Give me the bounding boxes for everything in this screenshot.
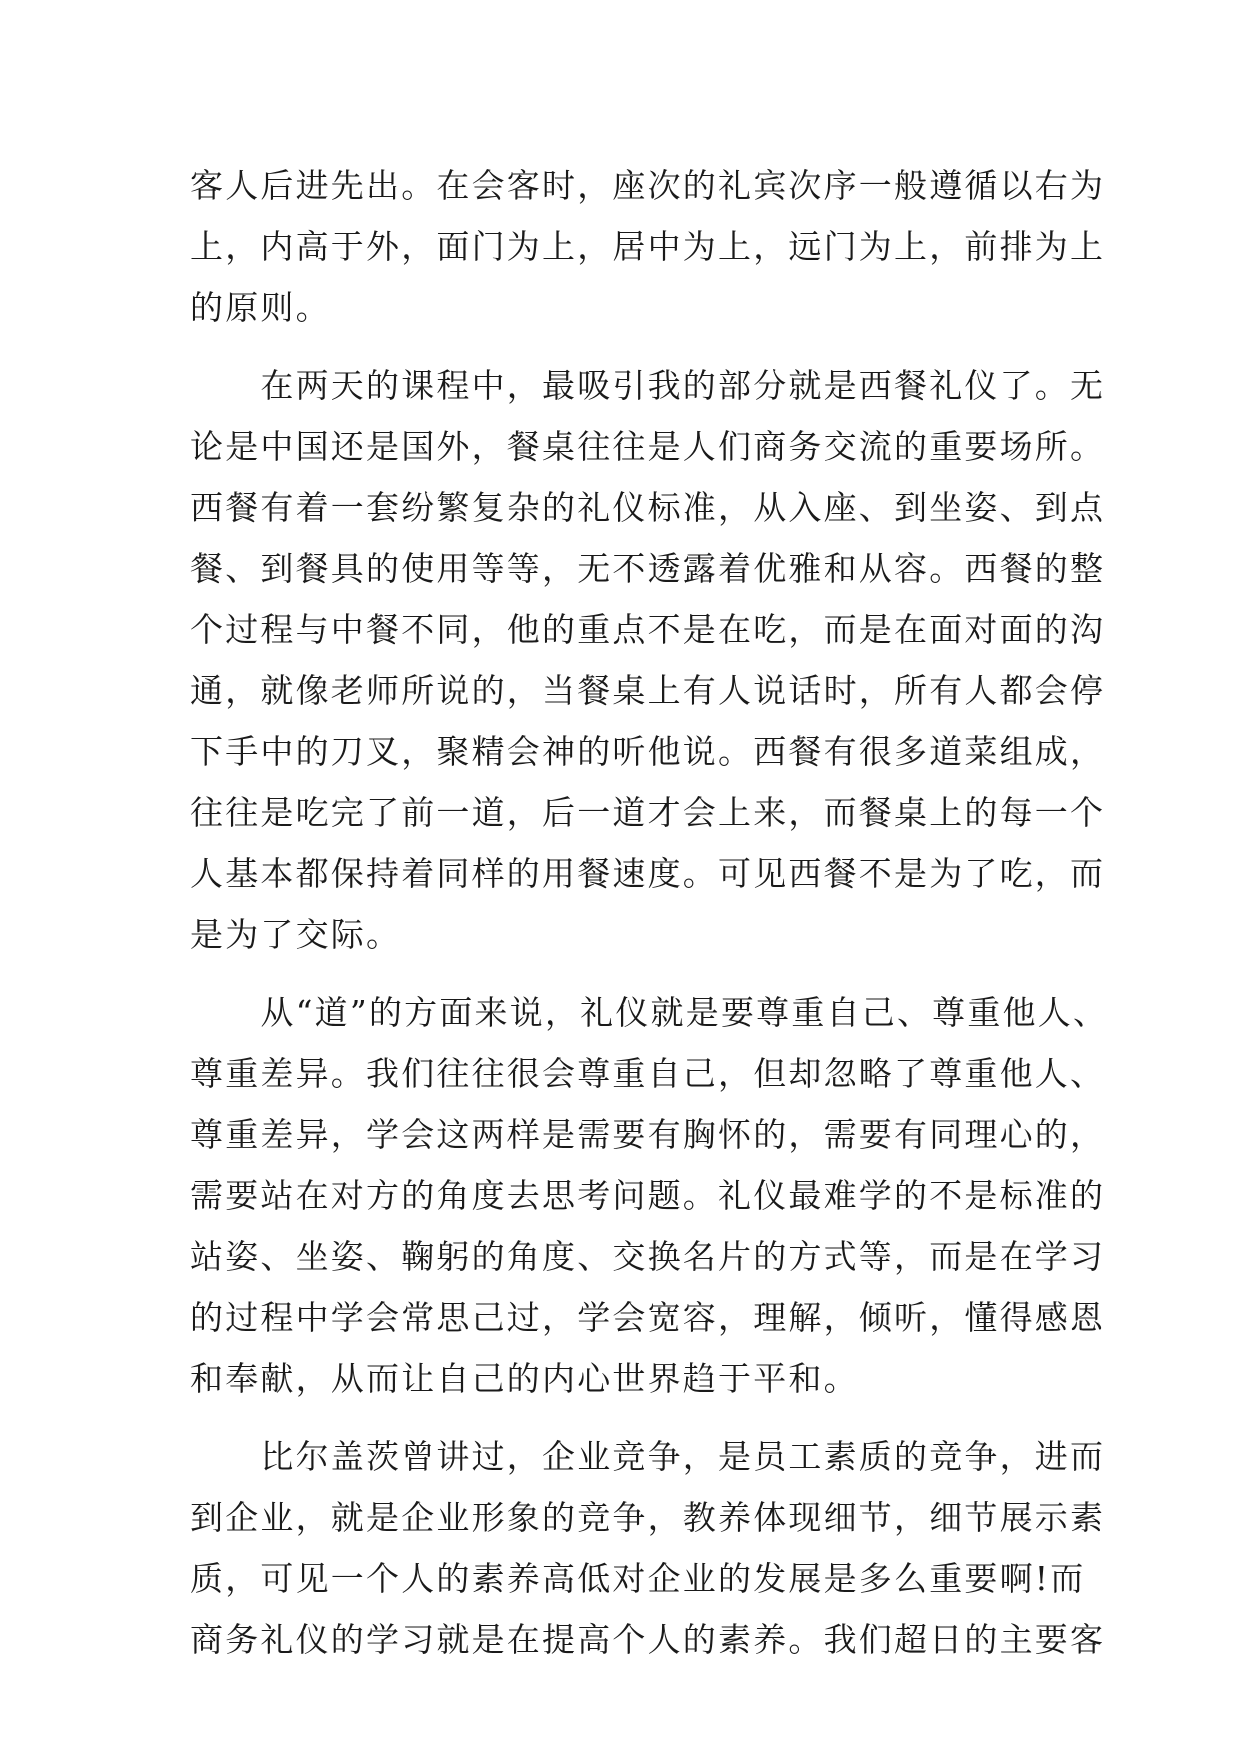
text-line: 人基本都保持着同样的用餐速度。可见西餐不是为了吃，而	[190, 854, 1106, 893]
text-line: 往往是吃完了前一道，后一道才会上来，而餐桌上的每一个	[190, 793, 1106, 832]
text-line: 到企业，就是企业形象的竞争，教养体现细节，细节展示素	[190, 1498, 1106, 1537]
text-line: 商务礼仪的学习就是在提高个人的素养。我们超日的主要客	[190, 1620, 1106, 1659]
text-line: 质，可见一个人的素养高低对企业的发展是多么重要啊!而	[190, 1559, 1086, 1598]
text-line: 尊重差异，学会这两样是需要有胸怀的，需要有同理心的，	[190, 1115, 1106, 1154]
text-line: 和奉献，从而让自己的内心世界趋于平和。	[190, 1359, 859, 1398]
text-line: 个过程与中餐不同，他的重点不是在吃，而是在面对面的沟	[190, 610, 1106, 649]
text-line: 通，就像老师所说的，当餐桌上有人说话时，所有人都会停	[190, 671, 1106, 710]
text-line: 需要站在对方的角度去思考问题。礼仪最难学的不是标准的	[190, 1176, 1106, 1215]
text-line: 是为了交际。	[190, 915, 402, 954]
text-line: 从“道”的方面来说，礼仪就是要尊重自己、尊重他人、	[190, 993, 1109, 1032]
text-line: 客人后进先出。在会客时，座次的礼宾次序一般遵循以右为	[190, 166, 1106, 205]
text-line: 在两天的课程中，最吸引我的部分就是西餐礼仪了。无	[190, 366, 1106, 405]
text-line: 上，内高于外，面门为上，居中为上，远门为上，前排为上	[190, 227, 1106, 266]
text-line: 西餐有着一套纷繁复杂的礼仪标准，从入座、到坐姿、到点	[190, 488, 1106, 527]
text-line: 的过程中学会常思己过，学会宽容，理解，倾听，懂得感恩	[190, 1298, 1106, 1337]
text-line: 论是中国还是国外，餐桌往往是人们商务交流的重要场所。	[190, 427, 1106, 466]
text-line: 下手中的刀叉，聚精会神的听他说。西餐有很多道菜组成，	[190, 732, 1106, 771]
text-line: 尊重差异。我们往往很会尊重自己，但却忽略了尊重他人、	[190, 1054, 1106, 1093]
text-line: 比尔盖茨曾讲过，企业竞争，是员工素质的竞争，进而	[190, 1437, 1106, 1476]
text-line: 站姿、坐姿、鞠躬的角度、交换名片的方式等，而是在学习	[190, 1237, 1106, 1276]
text-line: 餐、到餐具的使用等等，无不透露着优雅和从容。西餐的整	[190, 549, 1106, 588]
text-line: 的原则。	[190, 288, 331, 327]
